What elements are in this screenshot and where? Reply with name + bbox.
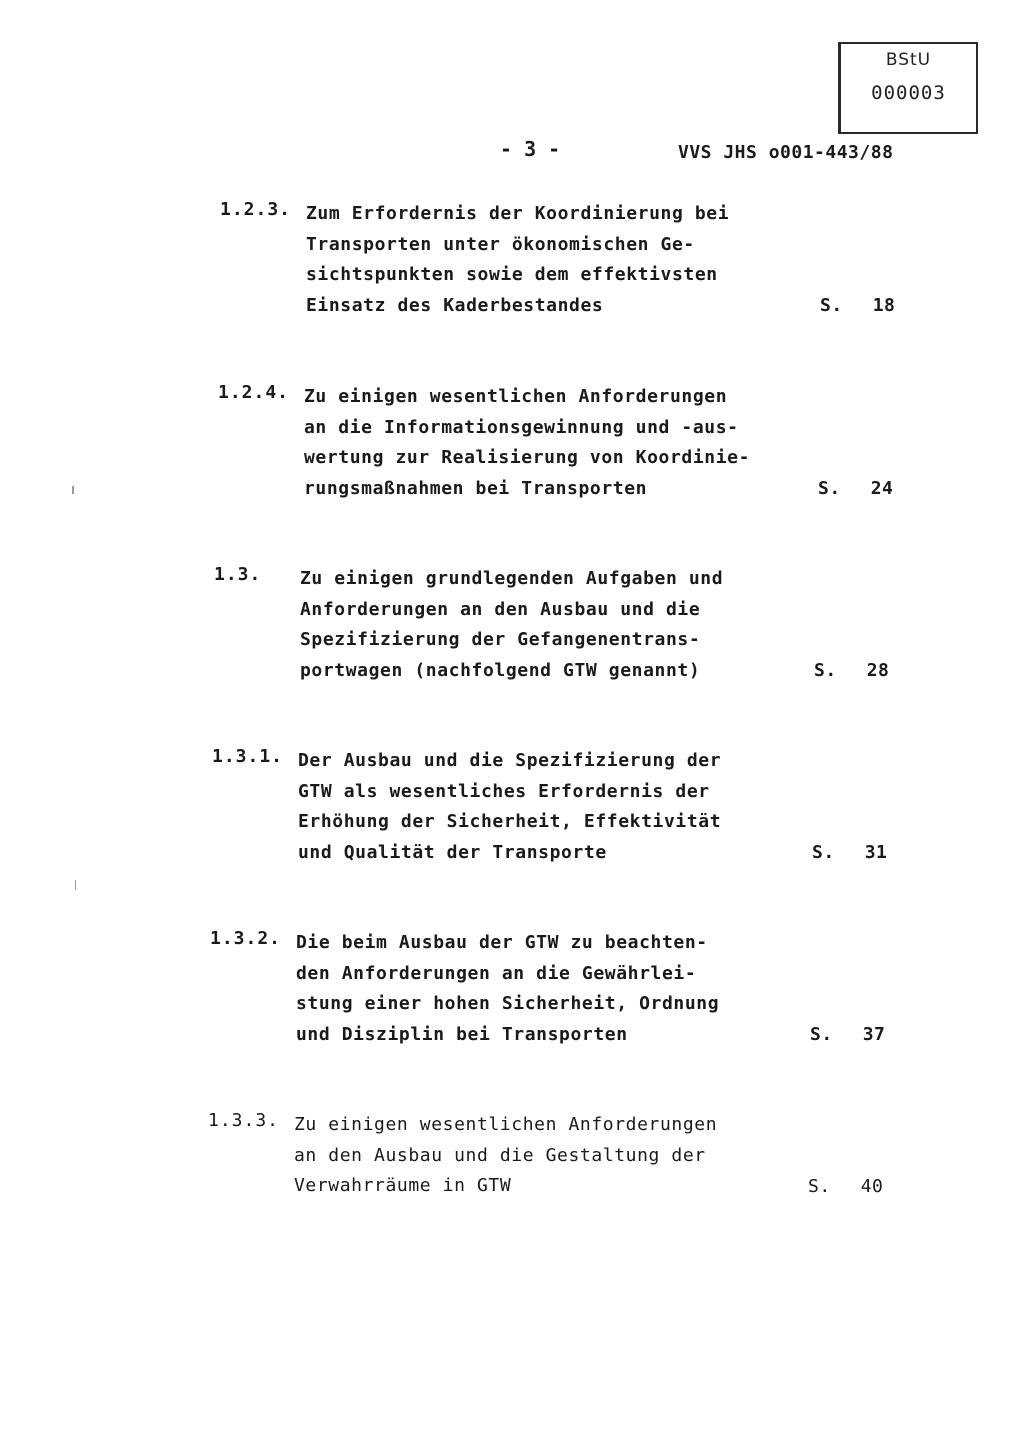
toc-title-line: Der Ausbau und die Spezifizierung der bbox=[298, 750, 722, 771]
toc-title-line: Transporten unter ökonomischen Ge- bbox=[306, 233, 695, 255]
toc-entry-title bbox=[306, 199, 806, 321]
toc-title-line: an die Informationsgewinnung und -aus- bbox=[304, 416, 739, 438]
toc-title-line: wertung zur Realisierung von Koordinie- bbox=[304, 447, 751, 468]
page-prefix: S. bbox=[820, 295, 843, 316]
page-prefix: S. bbox=[810, 1024, 833, 1045]
toc-entry-number: 1.2.4. bbox=[218, 382, 290, 403]
page-value: 40 bbox=[860, 1176, 884, 1197]
toc-title-line: und Disziplin bei Transporten bbox=[296, 1023, 628, 1045]
toc-title-line: Zu einigen wesentlichen Anforderungen bbox=[294, 1114, 718, 1135]
toc-entry-page bbox=[810, 1024, 885, 1045]
toc-title-line: Verwahrräume in GTW bbox=[294, 1175, 512, 1196]
page-prefix: S. bbox=[812, 842, 835, 863]
toc-entry-number: 1.2.3. bbox=[220, 199, 292, 220]
toc-entry-number: 1.3.3. bbox=[208, 1110, 280, 1131]
page-value: 37 bbox=[862, 1024, 886, 1045]
document-reference: VVS JHS o001-443/88 bbox=[678, 142, 894, 163]
page-prefix: S. bbox=[814, 660, 837, 681]
toc-title-line: Zum Erfordernis der Koordinierung bei bbox=[306, 203, 730, 224]
toc-title-line: an den Ausbau und die Gestaltung der bbox=[294, 1144, 706, 1166]
stamp-title: BStU bbox=[885, 50, 932, 70]
toc-entry-number: 1.3.1. bbox=[212, 746, 284, 767]
toc-title-line: sichtspunkten sowie dem effektivsten bbox=[306, 264, 718, 285]
toc-entry-page bbox=[820, 295, 895, 316]
toc-title-line: Die beim Ausbau der GTW zu beachten- bbox=[296, 932, 708, 953]
page-value: 28 bbox=[866, 660, 890, 681]
scan-speck bbox=[75, 880, 76, 890]
toc-entry-page bbox=[812, 842, 887, 863]
stamp-number: 000003 bbox=[871, 82, 946, 104]
toc-entry-title bbox=[298, 746, 798, 868]
toc-entry-page bbox=[818, 478, 893, 499]
toc-title-line: GTW als wesentliches Erfordernis der bbox=[298, 780, 710, 802]
toc-title-line: Anforderungen an den Ausbau und die bbox=[300, 598, 701, 620]
toc-entry-page bbox=[814, 660, 889, 681]
toc-entry-title bbox=[300, 564, 800, 686]
toc-entry-page bbox=[808, 1176, 883, 1197]
page-value: 18 bbox=[872, 295, 896, 316]
toc-title-line: Spezifizierung der Gefangenentrans- bbox=[300, 629, 701, 650]
toc-title-line: portwagen (nachfolgend GTW genannt) bbox=[300, 659, 701, 681]
toc-title-line: den Anforderungen an die Gewährlei- bbox=[296, 962, 697, 984]
scan-speck bbox=[72, 486, 74, 494]
page-value: 31 bbox=[864, 842, 888, 863]
toc-entry-title bbox=[296, 928, 796, 1050]
page-prefix: S. bbox=[818, 478, 841, 499]
page-value: 24 bbox=[870, 478, 894, 499]
toc-title-line: rungsmaßnahmen bei Transporten bbox=[304, 477, 648, 499]
page-number: - 3 - bbox=[500, 137, 561, 161]
toc-entry-number: 1.3. bbox=[214, 564, 262, 585]
archive-stamp bbox=[838, 42, 978, 134]
toc-title-line: und Qualität der Transporte bbox=[298, 841, 607, 863]
toc-title-line: stung einer hohen Sicherheit, Ordnung bbox=[296, 993, 720, 1014]
toc-title-line: Zu einigen wesentlichen Anforderungen bbox=[304, 386, 728, 407]
toc-title-line: Einsatz des Kaderbestandes bbox=[306, 294, 604, 316]
toc-entry-title bbox=[304, 382, 804, 504]
toc-entry-title bbox=[294, 1110, 794, 1202]
toc-title-line: Zu einigen grundlegenden Aufgaben und bbox=[300, 568, 724, 589]
toc-entry-number: 1.3.2. bbox=[210, 928, 282, 949]
toc-title-line: Erhöhung der Sicherheit, Effektivität bbox=[298, 811, 722, 832]
page-prefix: S. bbox=[808, 1176, 831, 1197]
